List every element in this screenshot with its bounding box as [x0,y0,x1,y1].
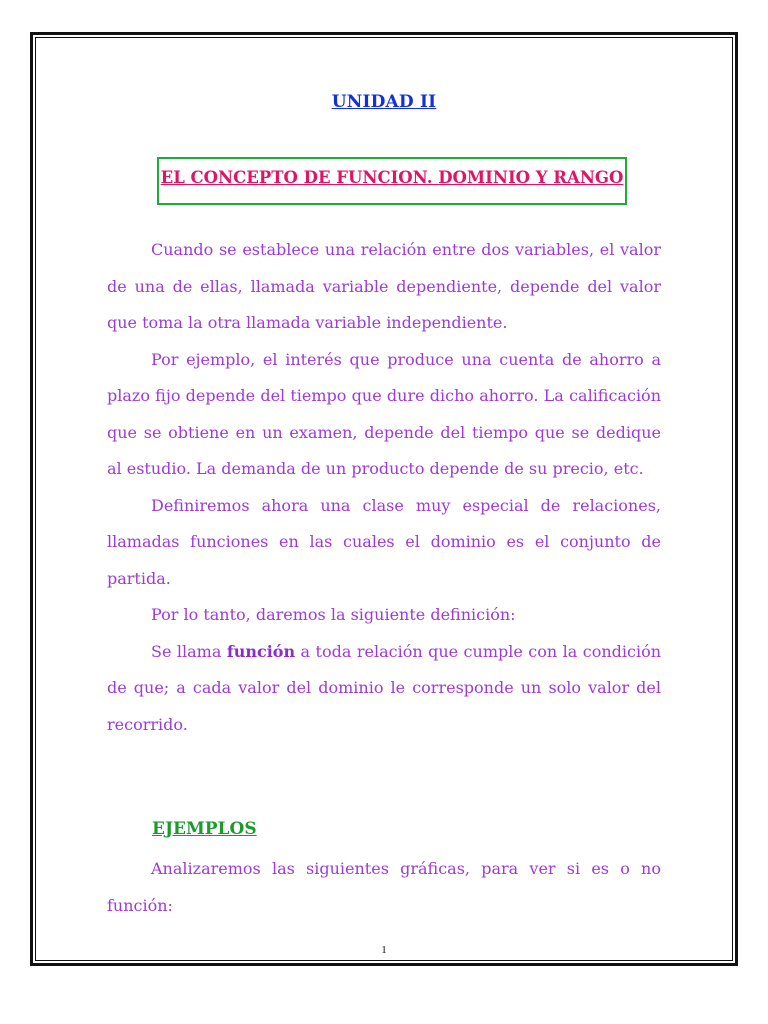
body-text [107,232,661,743]
examples-paragraph: Analizaremos las siguientes gráficas, para ver si es o no función: [107,859,661,915]
section-title: EL CONCEPTO DE FUNCION. DOMINIO Y RANGO [160,168,624,187]
examples-heading: EJEMPLOS [152,819,257,839]
paragraph-1: Cuando se establece una relación entre dos variables, el valor de una de ellas, llamada variable dependiente, depende del valor que toma la otra llamada variable independiente. [107,240,661,332]
examples-body [107,851,661,924]
section-title-box [157,157,627,205]
page-number: 1 [381,944,387,956]
paragraph-5-start: Se llama [151,641,227,661]
paragraph-3: Definiremos ahora una clase muy especial de relaciones, llamadas funciones en las cuales el dominio es el conjunto de partida. [107,495,661,588]
paragraph-2: Por ejemplo, el interés que produce una cuenta de ahorro a plazo fijo depende del tiempo que dure dicho ahorro. La calificación que se obtiene en un examen, depende del tiempo que se dedique al estudio. La demanda de un producto depende de su precio, etc. [107,349,661,478]
unit-title: UNIDAD II [331,92,437,112]
paragraph-5 [107,634,661,744]
paragraph-4: Por lo tanto, daremos la siguiente definición: [151,605,516,624]
function-term: función [226,641,296,661]
paragraph-5-end: a toda relación que cumple con la condición de que; a cada valor del dominio le corresponde un solo valor del recorrido. [107,641,662,734]
